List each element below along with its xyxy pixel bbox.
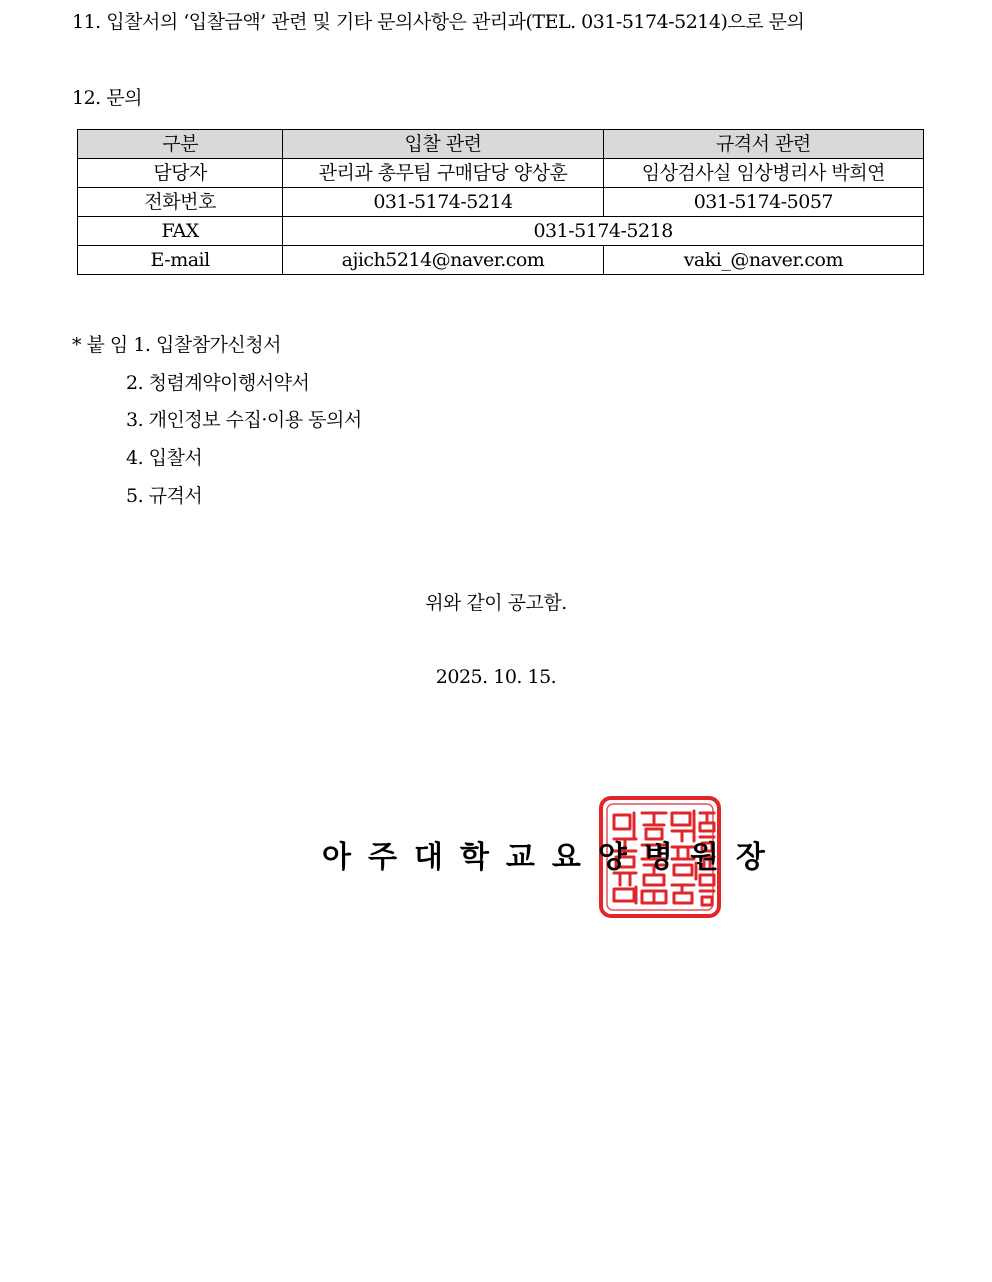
header-category: 구분	[78, 130, 283, 159]
spec-phone: 031-5174-5057	[603, 188, 923, 217]
attachment-item: 2. 청렴계약이행서약서	[126, 372, 310, 394]
bid-phone: 031-5174-5214	[283, 188, 603, 217]
bid-manager: 관리과 총무팀 구매담당 양상훈	[283, 159, 603, 188]
row-label-manager: 담당자	[78, 159, 283, 188]
attachment-heading: * 붙 임 1. 입찰참가신청서	[72, 334, 281, 356]
table-row	[78, 188, 924, 217]
header-bid: 입찰 관련	[283, 130, 603, 159]
table-row	[78, 159, 924, 188]
section-11-text: 11. 입찰서의 ‘입찰금액’ 관련 및 기타 문의사항은 관리과(TEL. 031-5174-5214)으로 문의	[72, 11, 805, 33]
attachment-item: 5. 규격서	[126, 485, 203, 507]
row-label-email: E-mail	[78, 246, 283, 275]
table-row	[78, 246, 924, 275]
fax-number: 031-5174-5218	[283, 217, 924, 246]
row-label-fax: FAX	[78, 217, 283, 246]
row-label-phone: 전화번호	[78, 188, 283, 217]
bid-email: ajich5214@naver.com	[283, 246, 603, 275]
attachment-item: 4. 입찰서	[126, 447, 203, 469]
contact-table	[77, 129, 924, 275]
spec-manager: 임상검사실 임상병리사 박희연	[603, 159, 923, 188]
official-seal-stamp	[598, 795, 722, 919]
spec-email: vaki_@naver.com	[603, 246, 923, 275]
section-12-heading: 12. 문의	[72, 87, 142, 109]
announcement-date: 2025. 10. 15.	[435, 666, 557, 688]
issuer-name: 아주대학교요양병원장	[322, 840, 782, 875]
attachment-item: 3. 개인정보 수집·이용 동의서	[126, 409, 362, 431]
closing-statement: 위와 같이 공고함.	[425, 592, 567, 614]
table-header-row	[78, 130, 924, 159]
table-row	[78, 217, 924, 246]
header-spec: 규격서 관련	[603, 130, 923, 159]
